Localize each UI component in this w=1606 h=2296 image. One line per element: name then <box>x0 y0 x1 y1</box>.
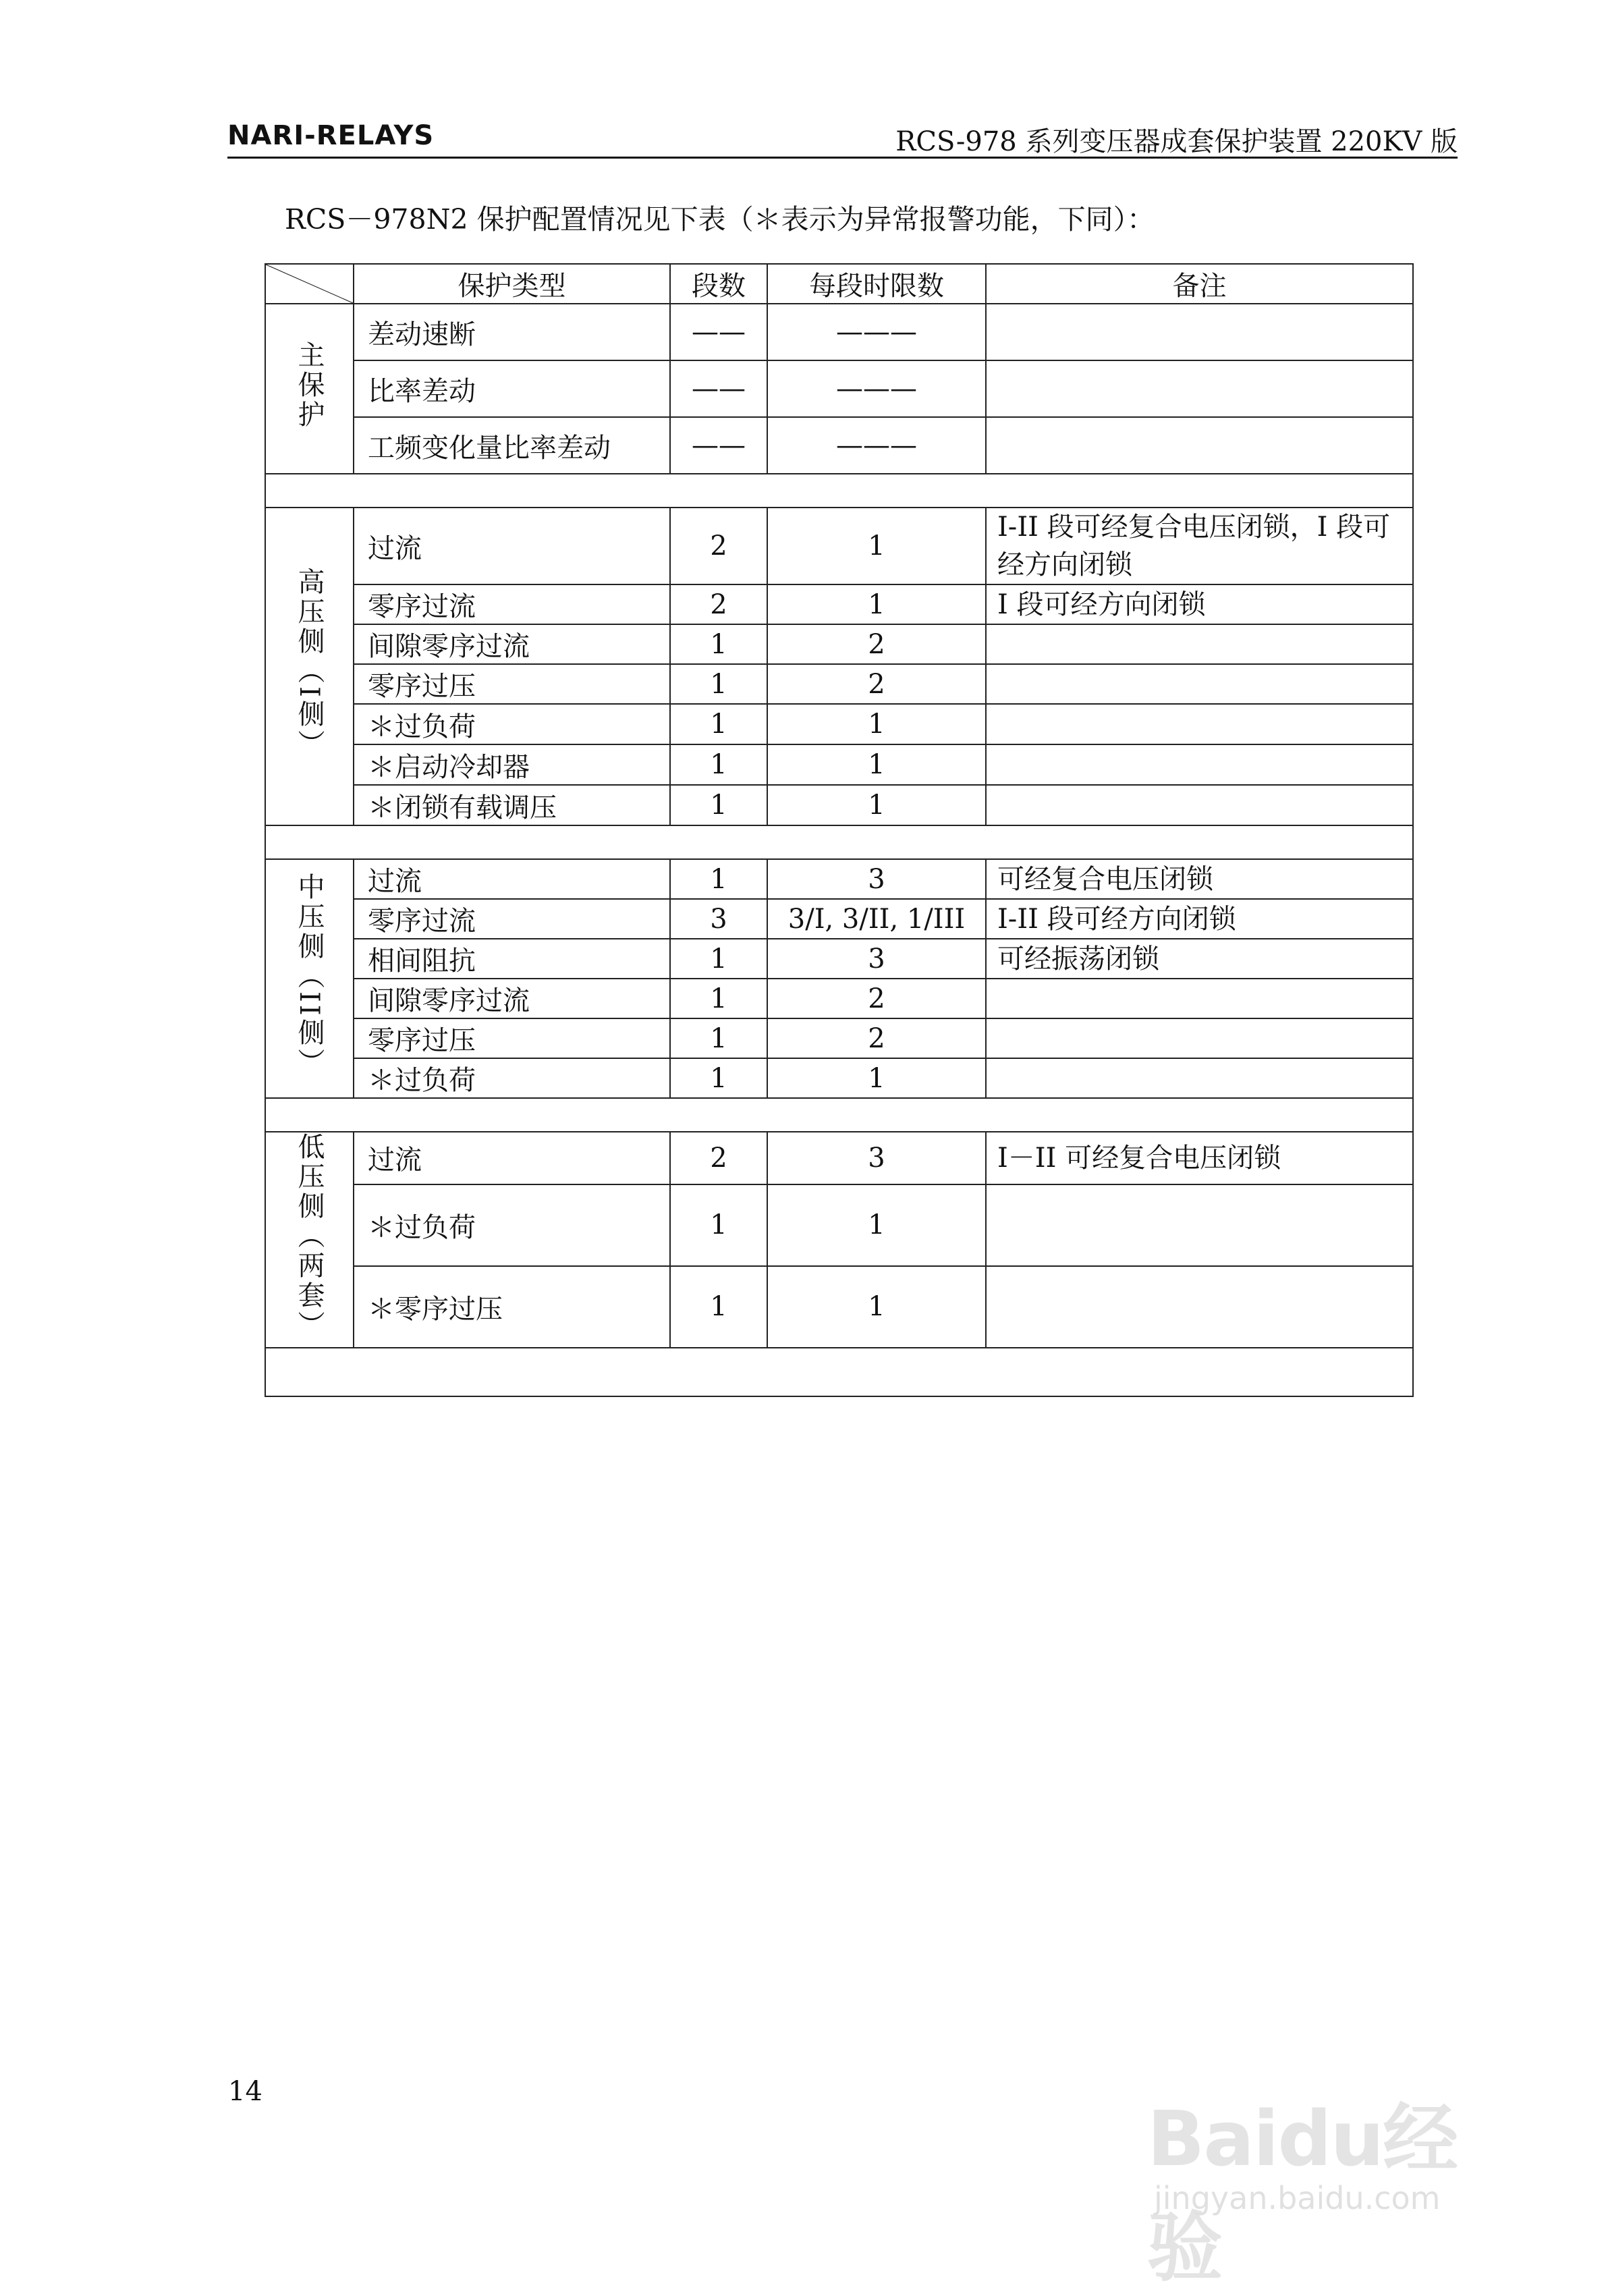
segments: 1 <box>670 1184 767 1266</box>
table-row <box>265 304 1413 360</box>
segments: —— <box>670 304 767 360</box>
table-row <box>265 584 1413 624</box>
table-row <box>265 1058 1413 1098</box>
protection-name: 比率差动 <box>354 360 670 417</box>
group-label-cell <box>265 508 354 825</box>
table-row <box>265 1018 1413 1058</box>
segments: 2 <box>670 584 767 624</box>
table-row <box>265 664 1413 704</box>
table-row <box>265 744 1413 785</box>
note <box>986 1018 1413 1058</box>
table-row <box>265 979 1413 1018</box>
spacer-row <box>265 1098 1413 1132</box>
time-limits: 1 <box>767 1184 986 1266</box>
note <box>986 417 1413 474</box>
time-limits: 2 <box>767 664 986 704</box>
spacer-cell <box>265 1348 1413 1396</box>
segments: 3 <box>670 899 767 939</box>
segments: 1 <box>670 1058 767 1098</box>
time-limits: 3 <box>767 859 986 899</box>
segments: 1 <box>670 704 767 744</box>
segments: —— <box>670 360 767 417</box>
time-limits: 1 <box>767 584 986 624</box>
time-limits: 3 <box>767 1132 986 1184</box>
segments: 1 <box>670 785 767 825</box>
table-row <box>265 508 1413 584</box>
protection-name: 零序过压 <box>354 1018 670 1058</box>
table-row <box>265 1266 1413 1348</box>
segments: 2 <box>670 1132 767 1184</box>
spacer-row <box>265 825 1413 859</box>
time-limits: ——— <box>767 360 986 417</box>
note: 可经振荡闭锁 <box>986 939 1413 979</box>
table-row <box>265 899 1413 939</box>
time-limits: 1 <box>767 785 986 825</box>
note <box>986 785 1413 825</box>
column-header: 备注 <box>986 264 1413 304</box>
column-header: 段数 <box>670 264 767 304</box>
note <box>986 704 1413 744</box>
note <box>986 1266 1413 1348</box>
protection-name: 间隙零序过流 <box>354 624 670 664</box>
protection-name: ＊闭锁有载调压 <box>354 785 670 825</box>
segments: 1 <box>670 979 767 1018</box>
time-limits: 3/I, 3/II, 1/III <box>767 899 986 939</box>
protection-name: 零序过流 <box>354 584 670 624</box>
protection-name: ＊过负荷 <box>354 1058 670 1098</box>
table-row <box>265 859 1413 899</box>
time-limits: 2 <box>767 624 986 664</box>
column-header: 保护类型 <box>354 264 670 304</box>
page-number: 14 <box>228 2076 262 2107</box>
group-label-cell <box>265 859 354 1098</box>
spacer-row <box>265 1348 1413 1396</box>
protection-name: 过流 <box>354 508 670 584</box>
note <box>986 979 1413 1018</box>
note <box>986 1184 1413 1266</box>
note: I－II 可经复合电压闭锁 <box>986 1132 1413 1184</box>
time-limits: 1 <box>767 1058 986 1098</box>
spacer-row <box>265 474 1413 508</box>
protection-name: 过流 <box>354 1132 670 1184</box>
note: I-II 段可经复合电压闭锁，I 段可经方向闭锁 <box>986 508 1413 584</box>
protection-name: 工频变化量比率差动 <box>354 417 670 474</box>
note: 可经复合电压闭锁 <box>986 859 1413 899</box>
note <box>986 624 1413 664</box>
protection-name: ＊启动冷却器 <box>354 744 670 785</box>
header-title: RCS-978 系列变压器成套保护装置 220KV 版 <box>895 126 1458 157</box>
group-label-cell <box>265 1132 354 1348</box>
note <box>986 744 1413 785</box>
protection-name: ＊零序过压 <box>354 1266 670 1348</box>
note <box>986 360 1413 417</box>
column-header: 每段时限数 <box>767 264 986 304</box>
table-header-row <box>265 264 1413 304</box>
protection-name: 相间阻抗 <box>354 939 670 979</box>
segments: 2 <box>670 508 767 584</box>
note <box>986 1058 1413 1098</box>
protection-name: 差动速断 <box>354 304 670 360</box>
intro-text: RCS－978N2 保护配置情况见下表（＊表示为异常报警功能，下同）： <box>285 203 1155 236</box>
time-limits: 1 <box>767 1266 986 1348</box>
time-limits: ——— <box>767 417 986 474</box>
note: I-II 段可经方向闭锁 <box>986 899 1413 939</box>
table-row <box>265 704 1413 744</box>
protection-name: 零序过压 <box>354 664 670 704</box>
protection-name: 过流 <box>354 859 670 899</box>
time-limits: 1 <box>767 704 986 744</box>
watermark-logo: Baidu经验 <box>1147 2096 1458 2292</box>
protection-config-table <box>265 263 1412 1397</box>
table-row <box>265 785 1413 825</box>
time-limits: 2 <box>767 1018 986 1058</box>
note: I 段可经方向闭锁 <box>986 584 1413 624</box>
protection-name: 间隙零序过流 <box>354 979 670 1018</box>
segments: 1 <box>670 939 767 979</box>
watermark-url: jingyan.baidu.com <box>1154 2180 1441 2216</box>
segments: 1 <box>670 859 767 899</box>
time-limits: 1 <box>767 508 986 584</box>
watermark <box>1134 2038 1512 2292</box>
table-row <box>265 1132 1413 1184</box>
table-row <box>265 624 1413 664</box>
time-limits: 3 <box>767 939 986 979</box>
table-row <box>265 939 1413 979</box>
segments: 1 <box>670 1018 767 1058</box>
time-limits: 2 <box>767 979 986 1018</box>
table-row <box>265 417 1413 474</box>
segments: 1 <box>670 664 767 704</box>
note <box>986 304 1413 360</box>
group-label: 主保护 <box>294 341 325 430</box>
group-label: 低压侧（两套） <box>294 1132 325 1340</box>
spacer-cell <box>265 474 1413 508</box>
header-brand: NARI-RELAYS <box>227 120 435 151</box>
group-label: 中压侧（II侧） <box>294 873 325 1078</box>
protection-name: ＊过负荷 <box>354 1184 670 1266</box>
table-row <box>265 360 1413 417</box>
header-rule <box>227 157 1458 159</box>
note <box>986 664 1413 704</box>
group-label-cell <box>265 304 354 474</box>
segments: 1 <box>670 1266 767 1348</box>
diagonal-header-cell <box>265 264 354 304</box>
time-limits: 1 <box>767 744 986 785</box>
group-label: 高压侧（I侧） <box>294 567 325 759</box>
table-row <box>265 1184 1413 1266</box>
segments: 1 <box>670 624 767 664</box>
segments: —— <box>670 417 767 474</box>
segments: 1 <box>670 744 767 785</box>
protection-name: ＊过负荷 <box>354 704 670 744</box>
spacer-cell <box>265 1098 1413 1132</box>
time-limits: ——— <box>767 304 986 360</box>
spacer-cell <box>265 825 1413 859</box>
protection-name: 零序过流 <box>354 899 670 939</box>
